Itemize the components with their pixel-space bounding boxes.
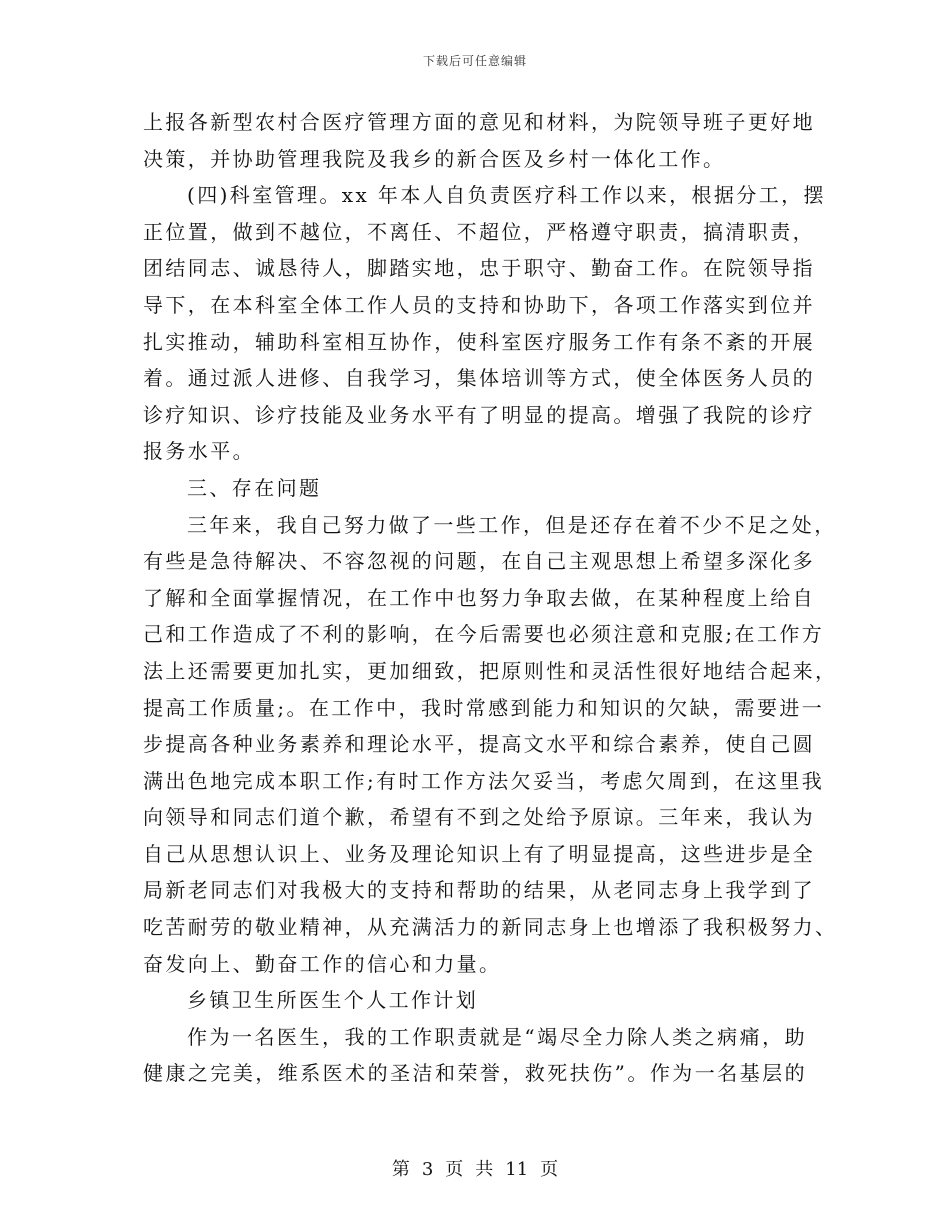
text-line: 局新老同志们对我极大的支持和帮助的结果，从老同志身上我学到了: [143, 878, 815, 903]
footer-current-page: 3: [421, 1159, 434, 1180]
text-line: 诊疗知识、诊疗技能及业务水平有了明显的提高。增强了我院的诊疗: [143, 402, 815, 427]
text-line: 上报各新型农村合医疗管理方面的意见和材料，为院领导班子更好地: [143, 110, 815, 134]
text-line: 向领导和同志们道个歉，希望有不到之处给予原谅。三年来，我认为: [143, 805, 815, 830]
text-line: 自己从思想认识上、业务及理论知识上有了明显提高，这些进步是全: [143, 841, 815, 866]
footer-page-word: 页: [445, 1159, 464, 1180]
text-line: 法上还需要更加扎实，更加细致，把原则性和灵活性很好地结合起来，: [143, 658, 838, 683]
text-line: 团结同志、诚恳待人，脚踏实地，忠于职守、勤奋工作。在院领导指: [143, 256, 815, 281]
text-line: 了解和全面掌握情况，在工作中也努力争取去做，在某种程度上给自: [143, 585, 815, 610]
text-line: 作为一名医生，我的工作职责就是“竭尽全力除人类之病痛，助: [187, 1024, 807, 1049]
text-line: 健康之完美，维系医术的圣洁和荣誉，救死扶伤”。作为一名基层的: [143, 1061, 807, 1086]
text-line: 吃苦耐劳的敬业精神，从充满活力的新同志身上也增添了我积极努力、: [143, 915, 838, 940]
text-line: (四)科室管理。xx 年本人自负责医疗科工作以来，根据分工，摆: [187, 183, 826, 208]
text-line: 奋发向上、勤奋工作的信心和力量。: [143, 951, 502, 976]
text-line: 提高工作质量;。在工作中，我时常感到能力和知识的欠缺，需要进一: [143, 695, 825, 720]
footer-suffix: 页: [540, 1159, 559, 1180]
footer-prefix: 第: [391, 1159, 410, 1180]
page-footer: [0, 1155, 950, 1181]
text-line: 三年来，我自己努力做了一些工作，但是还存在着不少不足之处，: [187, 512, 837, 537]
text-line: 步提高各种业务素养和理论水平，提高文水平和综合素养，使自己圆: [143, 732, 815, 757]
footer-total-pages: 11: [505, 1159, 529, 1180]
page-header-note: 下载后可任意编辑: [422, 54, 527, 68]
footer-total-word: 共: [475, 1159, 494, 1180]
section-heading: 三、存在问题: [187, 475, 322, 500]
text-line: 有些是急待解决、不容忽视的问题，在自己主观思想上希望多深化多: [143, 549, 815, 574]
text-line: 决策，并协助管理我院及我乡的新合医及乡村一体化工作。: [143, 146, 726, 171]
text-line: 扎实推动，辅助科室相互协作，使科室医疗服务工作有条不紊的开展: [143, 329, 815, 354]
section-heading: 乡镇卫生所医生个人工作计划: [187, 988, 479, 1013]
text-line: 导下，在本科室全体工作人员的支持和协助下，各项工作落实到位并: [143, 292, 815, 317]
text-line: 满出色地完成本职工作;有时工作方法欠妥当，考虑欠周到，在这里我: [143, 768, 825, 793]
text-line: 己和工作造成了不利的影响，在今后需要也必须注意和克服;在工作方: [143, 622, 825, 647]
text-line: 着。通过派人进修、自我学习，集体培训等方式，使全体医务人员的: [143, 366, 815, 391]
document-body: [143, 104, 838, 1092]
text-line: 正位置，做到不越位，不离任、不超位，严格遵守职责，搞清职责，: [143, 219, 815, 244]
text-line: 报务水平。: [143, 439, 255, 464]
